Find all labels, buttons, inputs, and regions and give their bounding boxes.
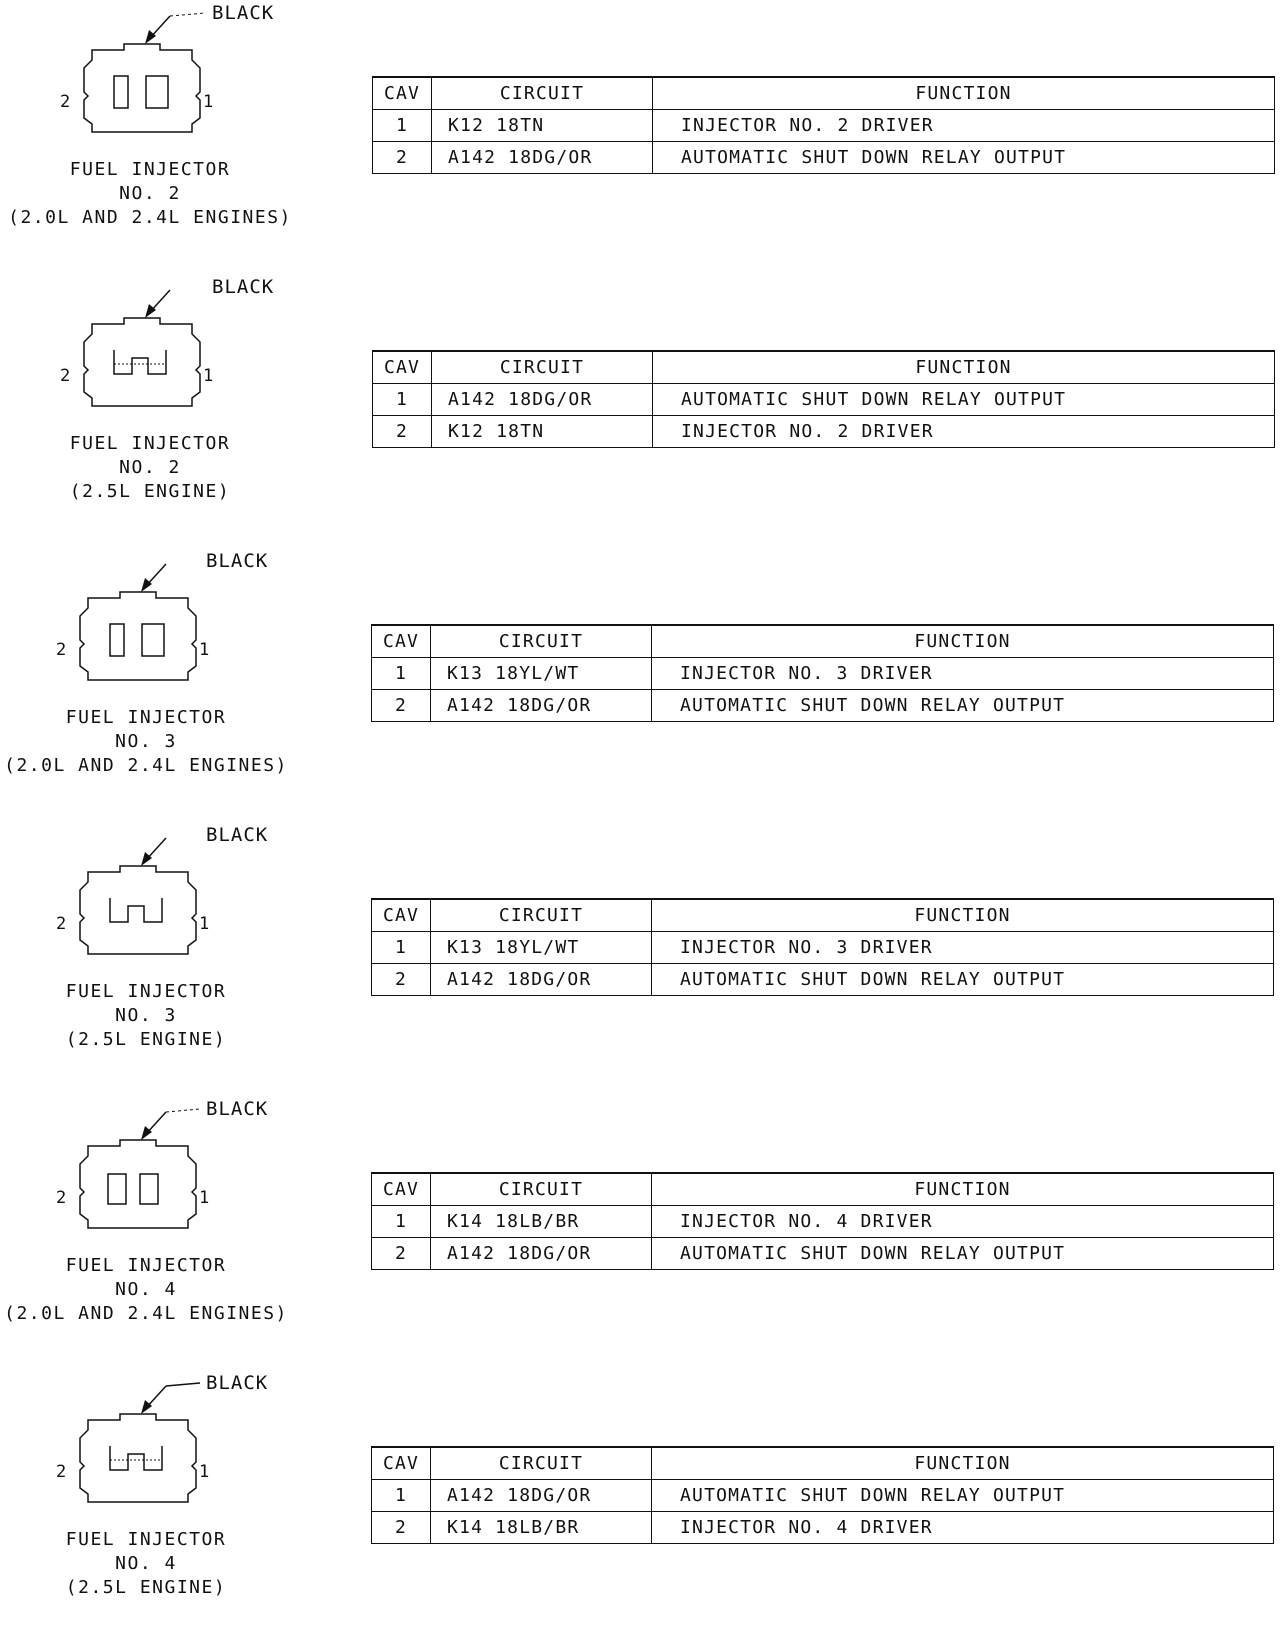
connector-diagram xyxy=(0,1370,310,1620)
pinout-table xyxy=(372,350,1275,448)
table-header-row xyxy=(372,1447,1274,1480)
connector-diagram xyxy=(0,548,310,798)
table-row xyxy=(373,416,1275,448)
caption-line: FUEL INJECTOR xyxy=(69,433,231,454)
caption-line: (2.0L AND 2.4L ENGINES) xyxy=(4,755,288,776)
circuit-header: CIRCUIT xyxy=(432,77,653,110)
circuit-cell: A142 18DG/OR xyxy=(431,690,652,722)
cav-cell: 1 xyxy=(372,658,431,690)
connector-section xyxy=(0,1096,1280,1366)
table-row xyxy=(372,690,1274,722)
cav-cell: 1 xyxy=(373,384,432,416)
cav-cell: 2 xyxy=(373,142,432,174)
cav-cell: 1 xyxy=(372,1480,431,1512)
function-cell: AUTOMATIC SHUT DOWN RELAY OUTPUT xyxy=(652,1480,1274,1512)
function-header: FUNCTION xyxy=(652,1173,1274,1206)
connector-section xyxy=(0,274,1280,544)
pin-1-label: 1 xyxy=(203,366,214,386)
function-cell: AUTOMATIC SHUT DOWN RELAY OUTPUT xyxy=(652,1238,1274,1270)
caption-line: NO. 4 xyxy=(115,1553,177,1574)
circuit-cell: K14 18LB/BR xyxy=(431,1512,652,1544)
caption-line: NO. 3 xyxy=(115,1005,177,1026)
function-header: FUNCTION xyxy=(652,1447,1274,1480)
pin-1-label: 1 xyxy=(199,1188,210,1208)
connector-color-label: BLACK xyxy=(206,550,269,572)
pin-2-label: 2 xyxy=(56,640,67,660)
table-row xyxy=(372,658,1274,690)
connector-color-label: BLACK xyxy=(212,2,275,24)
table-row xyxy=(373,384,1275,416)
pin-2-label: 2 xyxy=(60,92,71,112)
cav-header: CAV xyxy=(372,625,431,658)
cav-cell: 2 xyxy=(372,690,431,722)
pinout-table xyxy=(371,1446,1274,1544)
function-cell: INJECTOR NO. 3 DRIVER xyxy=(652,932,1274,964)
circuit-header: CIRCUIT xyxy=(431,1447,652,1480)
pin-2-label: 2 xyxy=(56,1462,67,1482)
cav-cell: 2 xyxy=(372,1512,431,1544)
function-cell: INJECTOR NO. 4 DRIVER xyxy=(652,1512,1274,1544)
pin-1-label: 1 xyxy=(199,1462,210,1482)
function-cell: AUTOMATIC SHUT DOWN RELAY OUTPUT xyxy=(652,690,1274,722)
cav-header: CAV xyxy=(373,77,432,110)
caption-line: FUEL INJECTOR xyxy=(65,1529,227,1550)
circuit-cell: A142 18DG/OR xyxy=(432,384,653,416)
circuit-cell: A142 18DG/OR xyxy=(431,1480,652,1512)
function-header: FUNCTION xyxy=(652,625,1274,658)
pin-1-label: 1 xyxy=(199,914,210,934)
pin-1-label: 1 xyxy=(203,92,214,112)
table-row xyxy=(372,1238,1274,1270)
caption-line: (2.0L AND 2.4L ENGINES) xyxy=(4,1303,288,1324)
circuit-cell: K14 18LB/BR xyxy=(431,1206,652,1238)
circuit-cell: K13 18YL/WT xyxy=(431,932,652,964)
connector-diagram xyxy=(0,1096,310,1346)
pin-2-label: 2 xyxy=(60,366,71,386)
cav-header: CAV xyxy=(372,1173,431,1206)
connector-diagram xyxy=(0,274,310,524)
connector-caption xyxy=(0,980,296,1052)
cav-header: CAV xyxy=(372,1447,431,1480)
pinout-table xyxy=(371,1172,1274,1270)
circuit-header: CIRCUIT xyxy=(431,625,652,658)
cav-header: CAV xyxy=(372,899,431,932)
caption-line: (2.5L ENGINE) xyxy=(65,1029,227,1050)
connector-caption xyxy=(0,706,296,778)
function-header: FUNCTION xyxy=(653,77,1275,110)
cav-cell: 2 xyxy=(373,416,432,448)
caption-line: (2.0L AND 2.4L ENGINES) xyxy=(8,207,292,228)
table-row xyxy=(372,932,1274,964)
pinout-table xyxy=(371,898,1274,996)
caption-line: FUEL INJECTOR xyxy=(65,707,227,728)
cav-cell: 1 xyxy=(373,110,432,142)
pinout-table xyxy=(371,624,1274,722)
circuit-header: CIRCUIT xyxy=(432,351,653,384)
table-header-row xyxy=(373,77,1275,110)
caption-line: NO. 4 xyxy=(115,1279,177,1300)
function-header: FUNCTION xyxy=(652,899,1274,932)
caption-line: FUEL INJECTOR xyxy=(65,1255,227,1276)
pin-2-label: 2 xyxy=(56,1188,67,1208)
connector-caption xyxy=(0,158,300,230)
function-cell: INJECTOR NO. 4 DRIVER xyxy=(652,1206,1274,1238)
table-row xyxy=(372,1512,1274,1544)
connector-color-label: BLACK xyxy=(212,276,275,298)
cav-cell: 1 xyxy=(372,1206,431,1238)
function-cell: INJECTOR NO. 2 DRIVER xyxy=(653,110,1275,142)
circuit-cell: A142 18DG/OR xyxy=(431,964,652,996)
circuit-header: CIRCUIT xyxy=(431,1173,652,1206)
function-cell: AUTOMATIC SHUT DOWN RELAY OUTPUT xyxy=(653,142,1275,174)
table-row xyxy=(372,1206,1274,1238)
caption-line: FUEL INJECTOR xyxy=(65,981,227,1002)
connector-color-label: BLACK xyxy=(206,1372,269,1394)
circuit-cell: A142 18DG/OR xyxy=(431,1238,652,1270)
pinout-table xyxy=(372,76,1275,174)
circuit-cell: K12 18TN xyxy=(432,110,653,142)
table-row xyxy=(372,964,1274,996)
connector-section xyxy=(0,1370,1280,1640)
connector-color-label: BLACK xyxy=(206,1098,269,1120)
caption-line: (2.5L ENGINE) xyxy=(65,1577,227,1598)
function-cell: AUTOMATIC SHUT DOWN RELAY OUTPUT xyxy=(652,964,1274,996)
connector-color-label: BLACK xyxy=(206,824,269,846)
function-cell: AUTOMATIC SHUT DOWN RELAY OUTPUT xyxy=(653,384,1275,416)
circuit-header: CIRCUIT xyxy=(431,899,652,932)
table-row xyxy=(373,110,1275,142)
connector-diagram xyxy=(0,822,310,1072)
caption-line: NO. 2 xyxy=(119,183,181,204)
connector-section xyxy=(0,0,1280,270)
table-row xyxy=(372,1480,1274,1512)
connector-caption xyxy=(0,1528,296,1600)
cav-cell: 1 xyxy=(372,932,431,964)
connector-caption xyxy=(0,1254,296,1326)
circuit-cell: K12 18TN xyxy=(432,416,653,448)
function-cell: INJECTOR NO. 2 DRIVER xyxy=(653,416,1275,448)
pin-1-label: 1 xyxy=(199,640,210,660)
caption-line: FUEL INJECTOR xyxy=(69,159,231,180)
pin-2-label: 2 xyxy=(56,914,67,934)
circuit-cell: K13 18YL/WT xyxy=(431,658,652,690)
connector-section xyxy=(0,822,1280,1092)
table-header-row xyxy=(372,625,1274,658)
table-row xyxy=(373,142,1275,174)
connector-section xyxy=(0,548,1280,818)
cav-cell: 2 xyxy=(372,964,431,996)
table-header-row xyxy=(372,1173,1274,1206)
connector-diagram xyxy=(0,0,310,250)
caption-line: NO. 2 xyxy=(119,457,181,478)
table-header-row xyxy=(372,899,1274,932)
cav-header: CAV xyxy=(373,351,432,384)
circuit-cell: A142 18DG/OR xyxy=(432,142,653,174)
table-header-row xyxy=(373,351,1275,384)
cav-cell: 2 xyxy=(372,1238,431,1270)
caption-line: (2.5L ENGINE) xyxy=(69,481,231,502)
caption-line: NO. 3 xyxy=(115,731,177,752)
connector-caption xyxy=(0,432,300,504)
function-header: FUNCTION xyxy=(653,351,1275,384)
function-cell: INJECTOR NO. 3 DRIVER xyxy=(652,658,1274,690)
